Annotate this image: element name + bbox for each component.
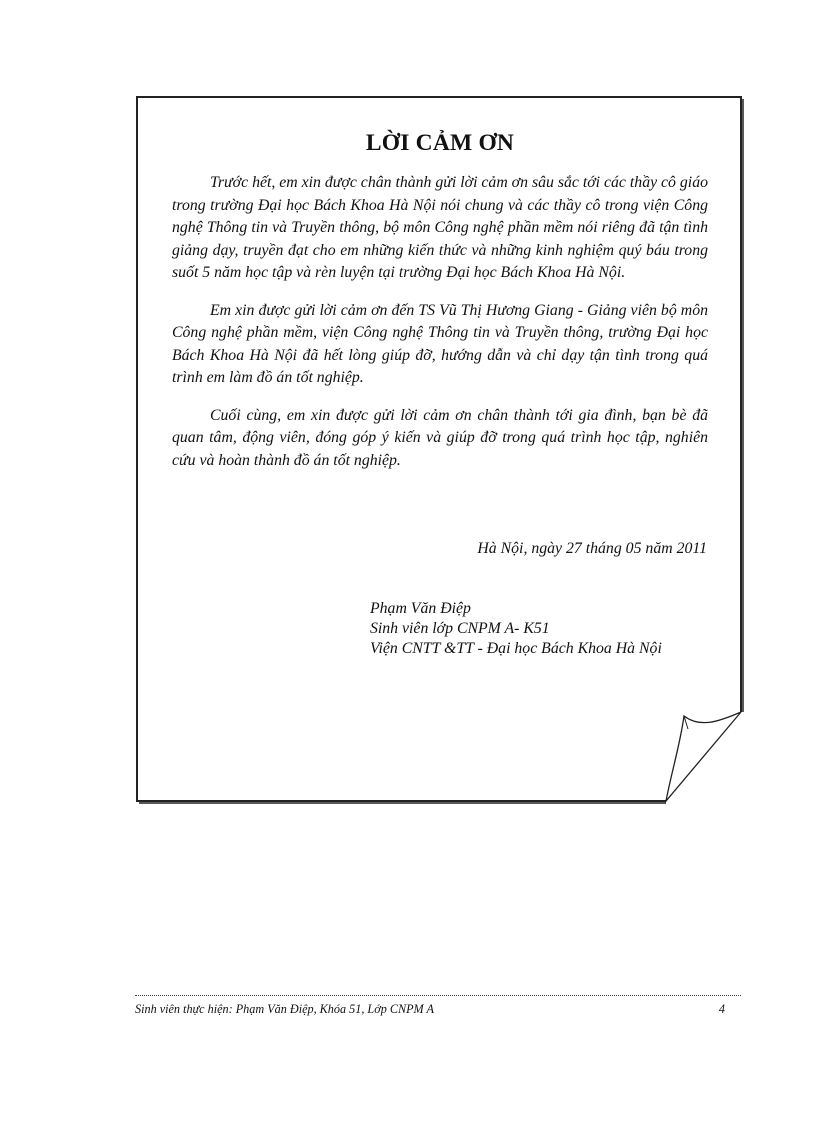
footer-author: Sinh viên thực hiện: Phạm Văn Điệp, Khóa 51, Lớp CNPM A [135, 1002, 434, 1016]
page-title: LỜI CẢM ƠN [365, 130, 515, 156]
page-number: 4 [718, 1002, 725, 1016]
signature-institute: Viện CNTT &TT - Đại học Bách Khoa Hà Nội [370, 640, 662, 657]
date-line: Hà Nội, ngày 27 tháng 05 năm 2011 [477, 540, 707, 557]
folded-corner [666, 712, 741, 801]
signature-class: Sinh viên lớp CNPM A- K51 [370, 620, 550, 637]
footer-divider [135, 995, 741, 996]
signature-block [370, 599, 662, 659]
acknowledgement-body [172, 128, 708, 487]
signature-name: Phạm Văn Điệp [370, 600, 471, 617]
paragraph-2: Em xin được gửi lời cảm ơn đến TS Vũ Thị Hương Giang - Giảng viên bộ môn Công nghệ phần mềm, viện Công nghệ Thông tin và Truyền thông, trường Đại học Bách Khoa Hà Nội đã hết lòng giúp đỡ, hướng dẫn và chỉ dạy tận tình trong quá trình em làm đồ án tốt nghiệp. [172, 301, 708, 386]
paragraph-1: Trước hết, em xin được chân thành gửi lời cảm ơn sâu sắc tới các thầy cô giáo trong trường Đại học Bách Khoa Hà Nội nói chung và các thầy cô trong viện Công nghệ Thông tin và Truyền thông, bộ môn Công nghệ phần mềm nói riêng đã tận tình giảng dạy, truyền đạt cho em những kiến thức và những kinh nghiệm quý báu trong suốt 5 năm học tập và rèn luyện tại trường Đại học Bách Khoa Hà Nội. [172, 174, 708, 281]
paragraph-3: Cuối cùng, em xin được gửi lời cảm ơn chân thành tới gia đình, bạn bè đã quan tâm, động viên, đóng góp ý kiến và giúp đỡ trong quá trình học tập, nghiên cứu và hoàn thành đồ án tốt nghiệp. [172, 406, 708, 469]
